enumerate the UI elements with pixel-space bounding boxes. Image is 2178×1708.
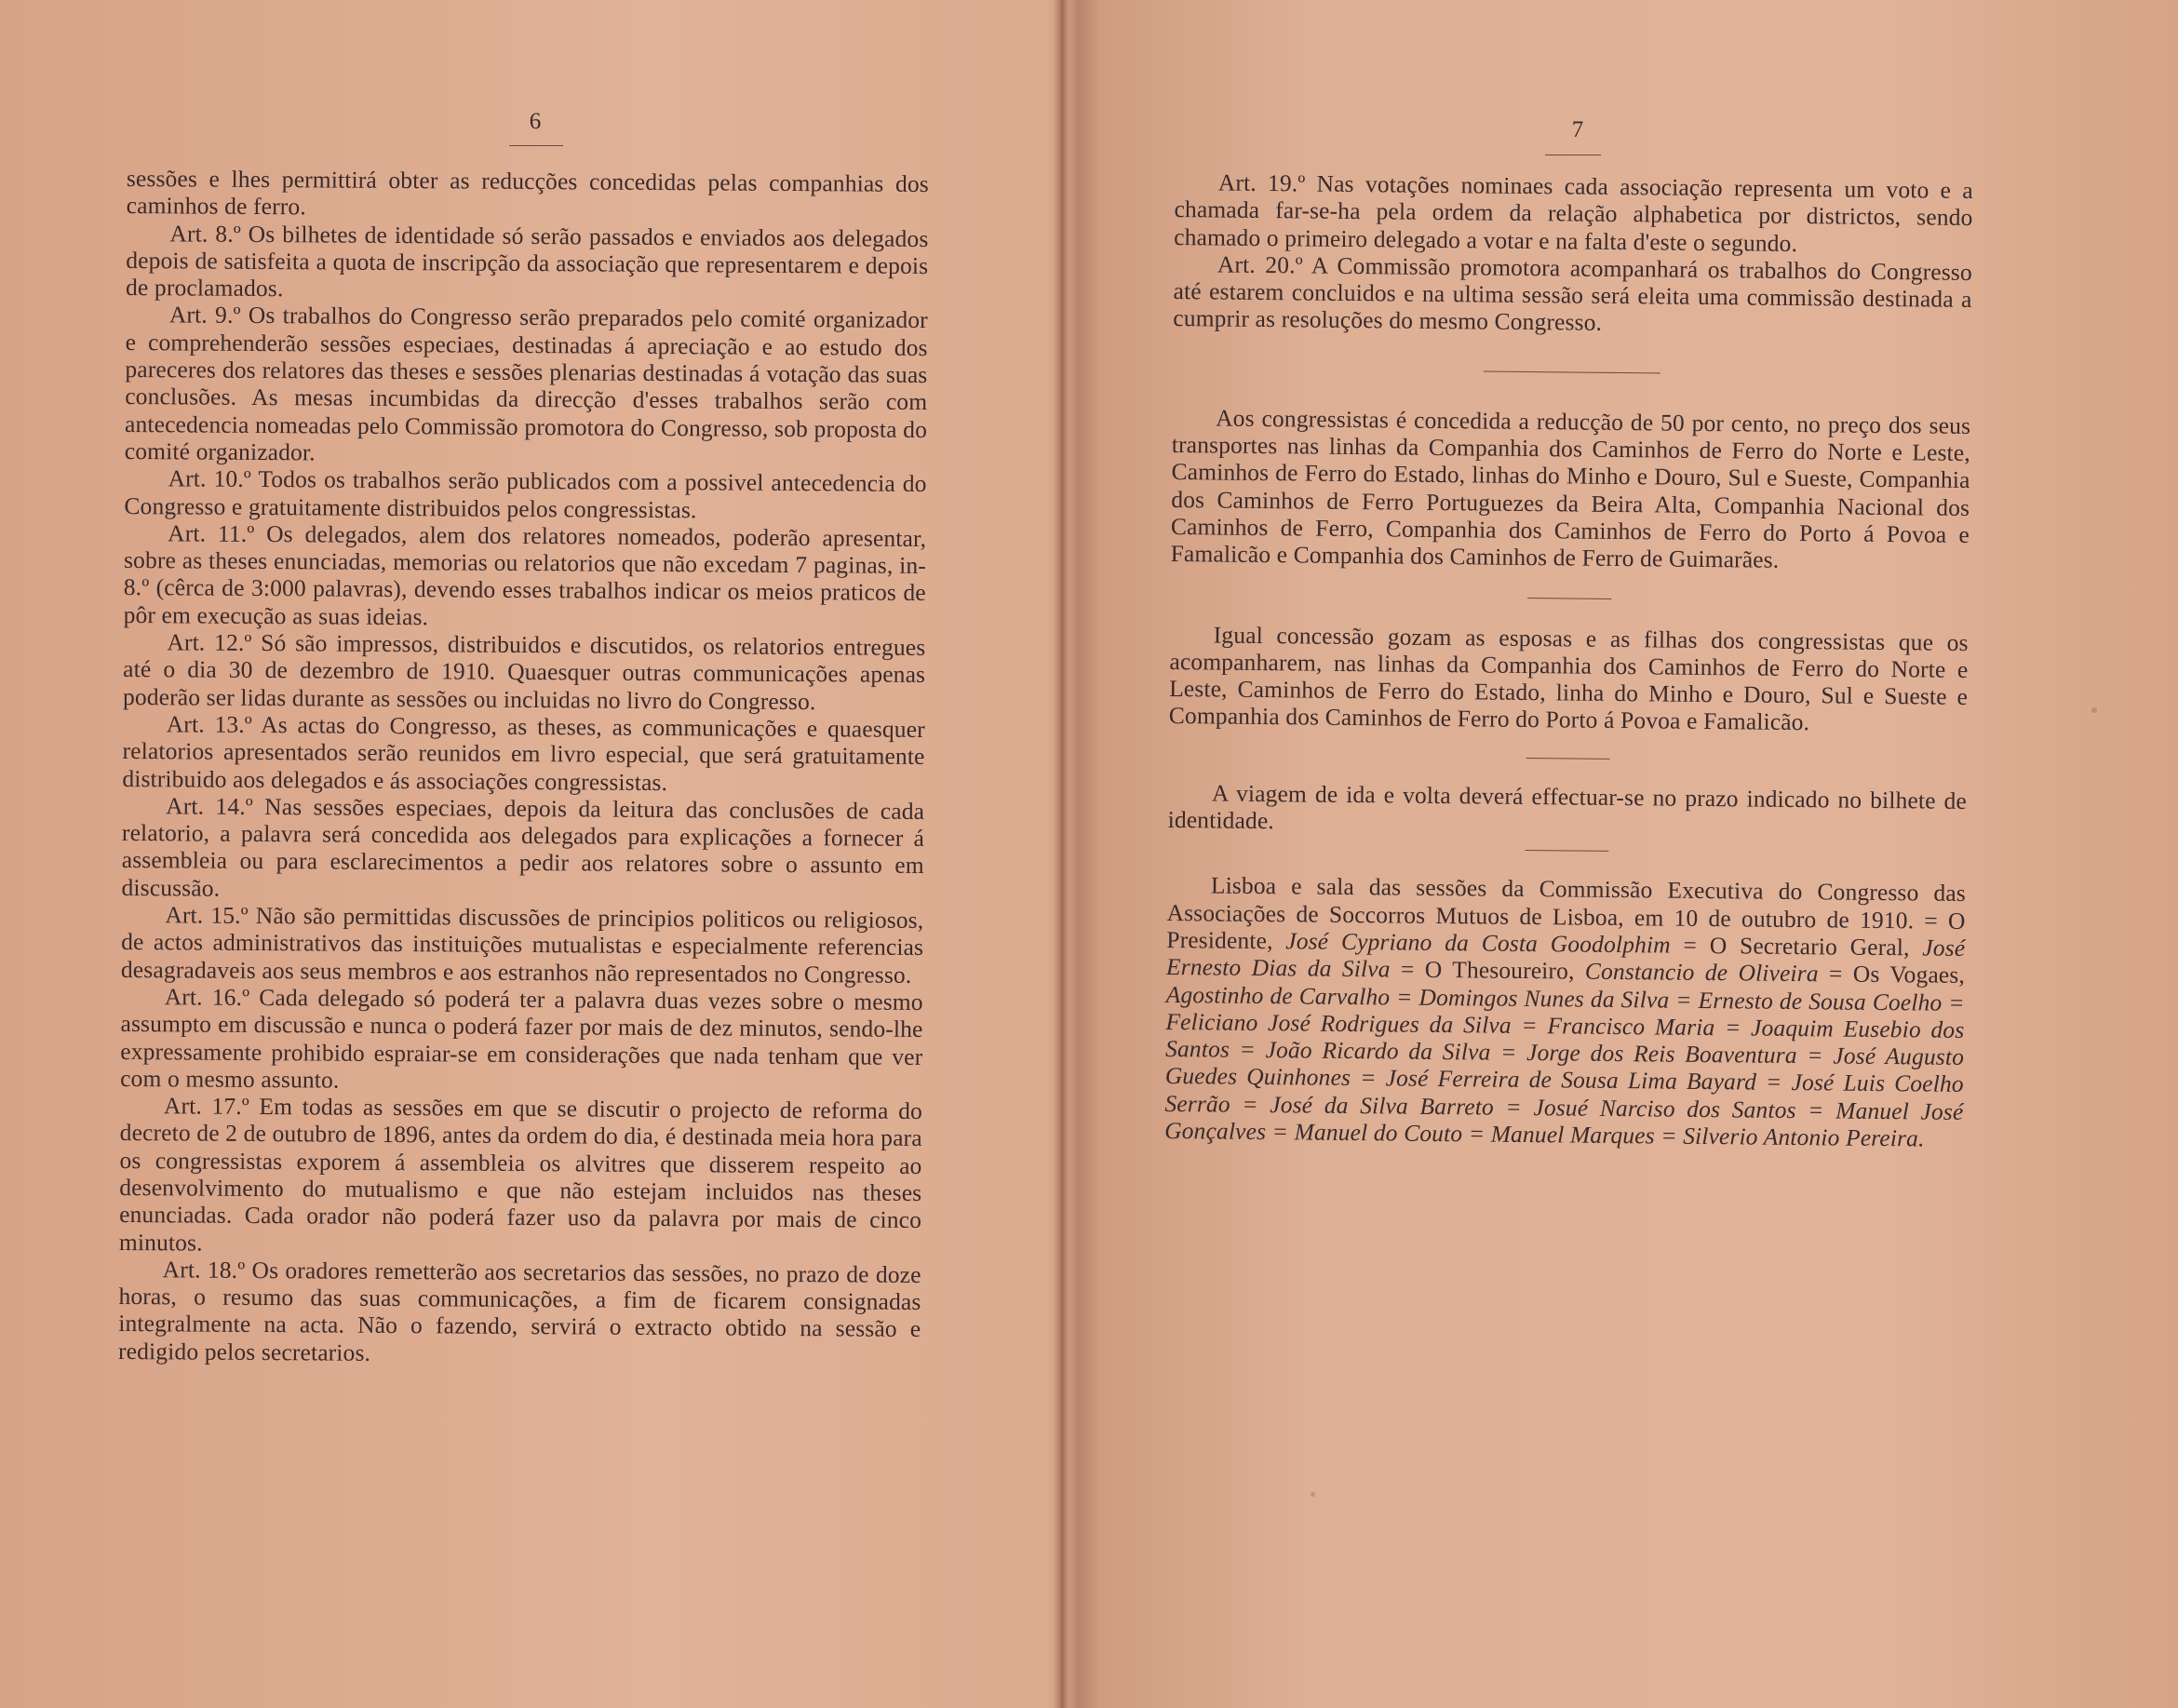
article-12: Art. 12.º Só são impressos, distribuidos e discutidos, os relatorios entregues até o dia 30 de dezembro de 1910. Quaesquer outras communicações apenas poderão ser lidas durante as sessões ou incluidas no livro do Congresso. <box>122 628 926 715</box>
article-13: Art. 13.º As actas do Congresso, as theses, as communicações e quaesquer relatorios apresentados serão reunidos em livro especial, que será gratuitamente distribuido aos delegados e ás associações congressistas. <box>122 710 925 796</box>
signatory-president: José Cypriano da Costa Goodolphim <box>1285 927 1671 959</box>
article-17: Art. 17.º Em todas as sessões em que se discutir o projecto de reforma do decreto de 2 de outubro de 1896, antes da ordem do dia, é destinada meia hora para os congressistas exporem á assembleia os alvitres que disserem respeito ao desenvolvimento do mutualismo e que não estejam incluidos nas theses enunciadas. Cada orador não poderá fazer uso da palavra por mais de cinco minutos. <box>118 1092 923 1257</box>
article-15: Art. 15.º Não são permittidas discussões de principios politicos ou religiosos, de actos administrativos das instituições mutualistas e especialmente referencias desagradaveis aos seus membros e aos estranhos não representados no Congresso. <box>120 901 924 988</box>
page-number: 6 <box>529 109 542 134</box>
article-18: Art. 18.º Os oradores remetterão aos secretarios das sessões, no prazo de doze horas, o resumo das suas communicações, a fim de ficarem consignadas integralmente na acta. Não o fazendo, servirá o extracto obtido na sessão e redigido pelos secretarios. <box>118 1256 921 1366</box>
role-treasurer: O Thesoureiro, <box>1424 956 1575 985</box>
family-concession-notice: Igual concessão gozam as esposas e as filhas dos congressistas que os acompanharem, nas linhas da Companhia dos Caminhos de Ferro do Norte e Leste, Caminhos de Ferro do Estado, linha do Minho e Douro, Sul e Sueste e Companhia dos Caminhos de Ferro do Porto á Povoa e Famalicão. <box>1168 621 1969 736</box>
article-11: Art. 11.º Os delegados, alem dos relatores nomeados, poderão apresentar, sobre as theses enunciadas, memorias ou relatorios que não excedam 7 paginas, in-8.º (cêrca de 3:000 palavras), devendo esses trabalhos indicar os meios praticos de pôr em execução as suas ideias. <box>123 519 927 631</box>
paper-speck <box>1311 1492 1315 1497</box>
article-16: Art. 16.º Cada delegado só poderá ter a palavra duas vezes sobre o mesmo assumpto em discussão e nunca o poderá fazer por mais de dez minutos, sendo-lhe expressamente prohibido espraiar-se em considerações que nada tenham que ver com o mesmo assunto. <box>120 983 923 1094</box>
article-9: Art. 9.º Os trabalhos do Congresso serão preparados pelo comité organizador e comprehenderão sessões especiaes, destinadas á apreciação e ao estudo dos pareceres dos relatores das theses e sessões plenarias destinadas á votação das suas conclusões. As mesas incumbidas da direcção d'esses trabalhos serão com antecedencia nomeadas pelo Commissão promotora do Congresso, sob proposta do comité organizador. <box>124 301 928 466</box>
signatory-treasurer: Constancio de Oliveira <box>1584 957 1819 988</box>
fare-reduction-notice: Aos congressistas é concedida a reducção de 50 por cento, no preço dos seus transportes nas linhas da Companhia dos Caminhos de Ferro do Norte e Leste, Caminhos de Ferro do Estado, linhas do Minho e Douro, Sul e Sueste, Companhia dos Caminhos de Ferro Portuguezes da Beira Alta, Companhia Nacional dos Caminhos de Ferro, Companhia dos Caminhos de Ferro do Porto á Povoa e Famalicão e Companhia dos Caminhos de Ferro de Guimarães. <box>1170 404 1971 574</box>
signatory-members: Agostinho de Carvalho = Domingos Nunes da Silva = Ernesto de Sousa Coelho = Feliciano José Rodrigues da Silva = Francisco Maria = Joaquim Eusebio dos Santos = João Ricardo da Silva = Jorge dos Reis Boaventura = José Augusto Guedes Quinhones = José Ferreira de Sousa Lima Bayard = José Luis Coelho Serrão = José da Silva Barreto = Josué Narciso dos Santos = Manuel José Gonçalves = Manuel do Couto = Manuel Marques = Silverio Antonio Pereira. <box>1164 980 1965 1152</box>
article-14: Art. 14.º Nas sessões especiaes, depois da leitura das conclusões de cada relatorio, a palavra será concedida aos delegados para explicações a fornecer á assembleia ou para esclarecimentos a pedir aos relatores sobre o assunto em discussão. <box>121 792 925 902</box>
left-page <box>0 0 1061 1708</box>
article-20: Art. 20.º A Commissão promotora acompanhará os trabalhos do Congresso até estarem concluidos e na ultima sessão será eleita uma commissão destinada a cumprir as resoluções do mesmo Congresso. <box>1173 250 1973 337</box>
paper-speck <box>2091 707 2097 713</box>
paragraph: sessões e lhes permittirá obter as reducções concedidas pelas companhias dos caminhos de ferro. <box>126 165 929 221</box>
article-19: Art. 19.º Nas votações nominaes cada associação representa um voto e a chamada far-se-ha pela ordem da relação alphabetica por districtos, sendo chamado o primeiro delegado a votar e na falta d'este o segundo. <box>1174 168 1973 257</box>
section-rule <box>1484 370 1660 373</box>
closing-signatures: Lisboa e sala das sessões da Commissão Executiva do Congresso das Associações de Soccorros Mutuos de Lisboa, em 10 de outubro de 1910. = O Presidente, José Cypriano da Costa Goodolphim = O Secretario Geral, José Ernesto Dias da Silva = O Thesoureiro, Constancio de Oliveira = Os Vogaes, Agostinho de Carvalho = Domingos Nunes da Silva = Ernesto de Sousa Coelho = Feliciano José Rodrigues da Silva = Francisco Maria = Joaquim Eusebio dos Santos = João Ricardo da Silva = Jorge dos Reis Boaventura = José Augusto Guedes Quinhones = José Ferreira de Sousa Lima Bayard = José Luis Coelho Serrão = José da Silva Barreto = Josué Narciso dos Santos = Manuel José Gonçalves = Manuel do Couto = Manuel Marques = Silverio Antonio Pereira. <box>1164 871 1967 1152</box>
role-members: Os Vogaes, <box>1852 960 1966 989</box>
left-text-column <box>118 165 929 1370</box>
section-rule <box>1525 850 1608 852</box>
closing-intro: Lisboa e sala das sessões da Commissão Executiva do Congresso das Associações de Soccorros Mutuos de Lisboa, em 10 de outubro de 1910. = O Presidente, <box>1166 871 1967 955</box>
section-rule <box>1526 758 1609 760</box>
section-rule <box>1527 598 1611 599</box>
page-number-rule <box>509 145 563 146</box>
signatory-secretary: José Ernesto Dias da Silva <box>1165 934 1966 983</box>
role-secretary: O Secretario Geral, <box>1709 932 1910 962</box>
page-number: 7 <box>1571 117 1584 142</box>
article-8: Art. 8.º Os bilhetes de identidade só serão passados e enviados aos delegados depois de satisfeita a quota de inscripção da associação que representarem e depois de proclamados. <box>125 219 929 303</box>
right-text-column <box>1164 168 1973 1152</box>
article-10: Art. 10.º Todos os trabalhos serão publicados com a possivel antecedencia do Congresso e gratuitamente distribuidos pelos congressistas. <box>124 464 927 523</box>
travel-notice: A viagem de ida e volta deverá effectuar-se no prazo indicado no bilhete de identidade. <box>1167 779 1968 835</box>
